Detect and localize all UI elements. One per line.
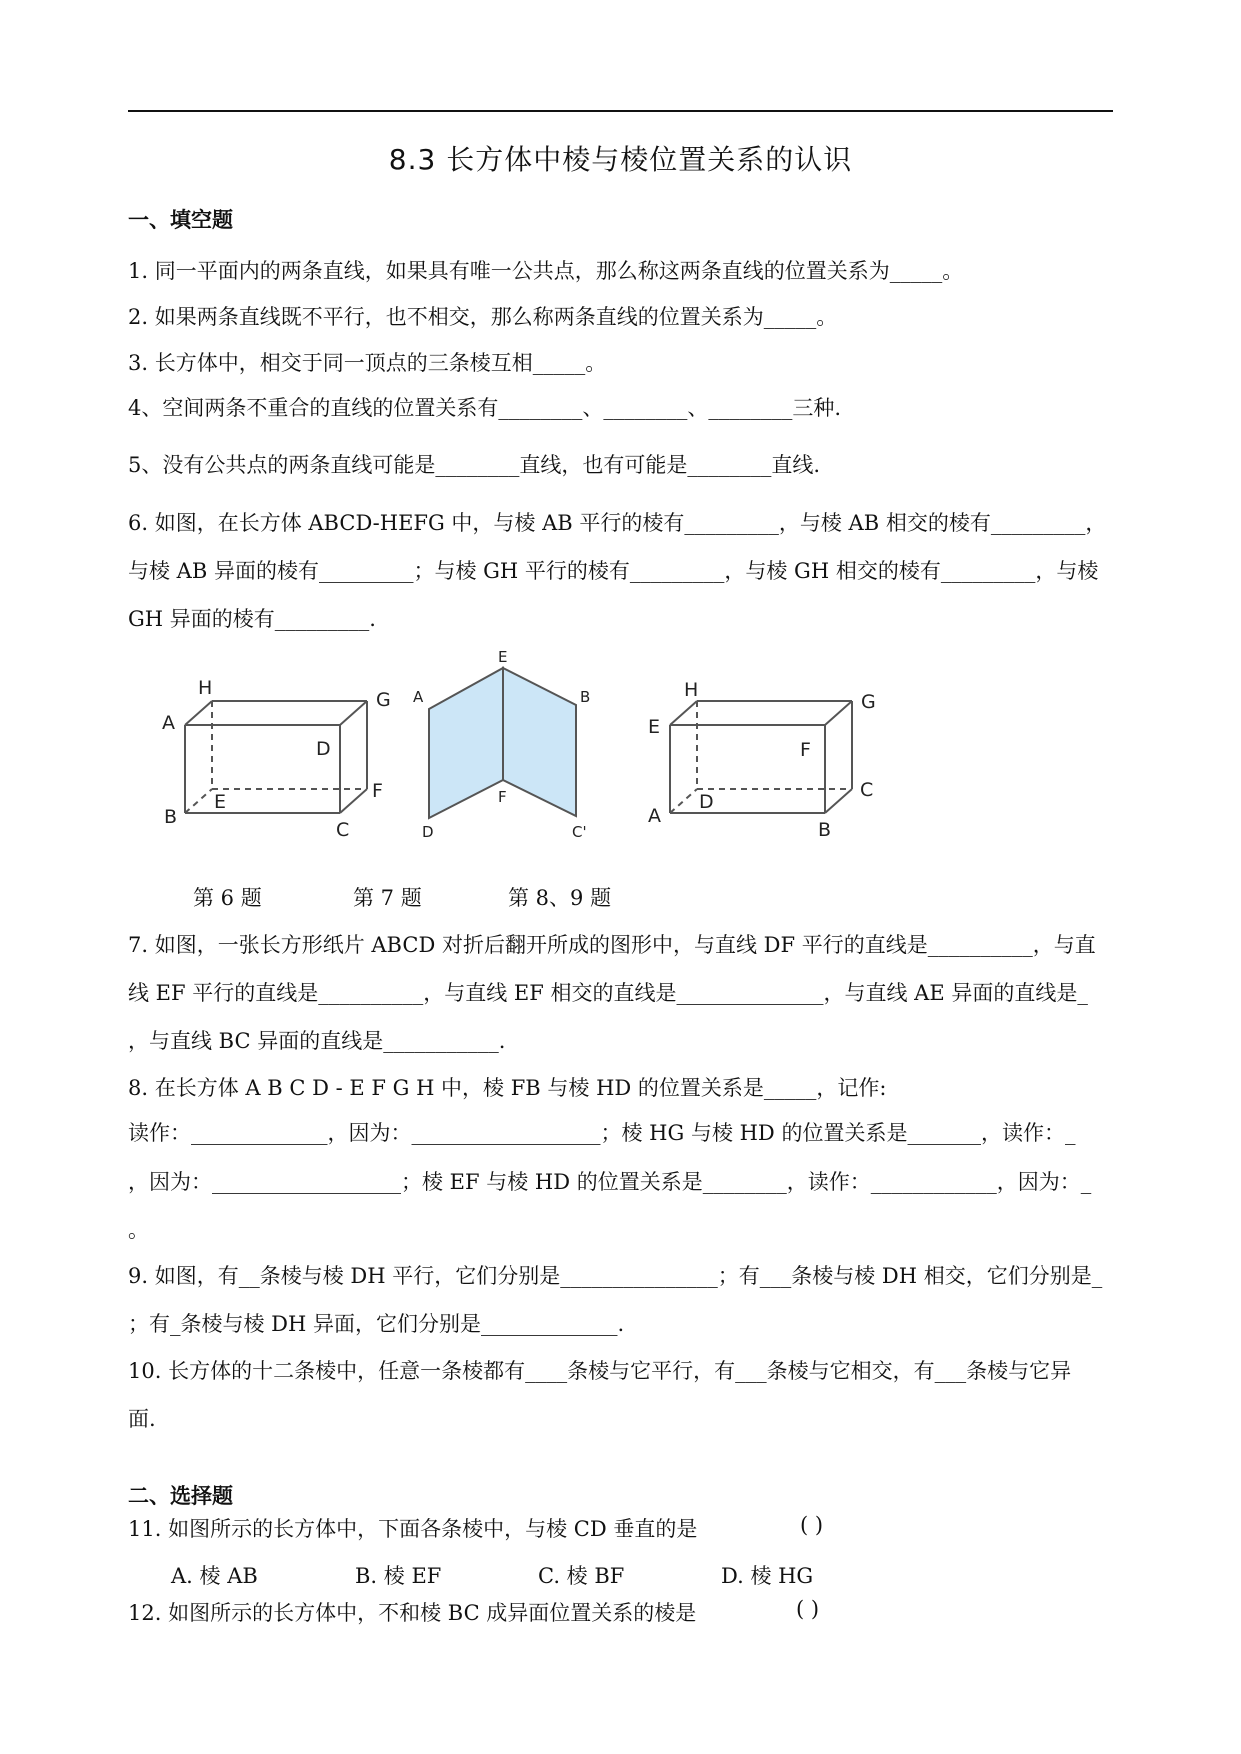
question-line: 3. 长方体中，相交于同一顶点的三条棱互相_____。 (128, 351, 607, 375)
option-c: C. 棱 BF (538, 1564, 625, 1588)
question-line: 7. 如图，一张长方形纸片 ABCD 对折后翻开所成的图形中，与直线 DF 平行的直线是__________，与直 (128, 933, 1096, 957)
question-11: 11. 如图所示的长方体中，下面各条棱中，与棱 CD 垂直的是 (128, 1517, 698, 1541)
question-line: 1. 同一平面内的两条直线，如果具有唯一公共点，那么称这两条直线的位置关系为_____。 (128, 259, 964, 283)
question-line: ，与直线 BC 异面的直线是___________. (128, 1029, 506, 1053)
vertex-label: A (413, 688, 424, 706)
vertex-label: B (580, 688, 591, 706)
question-line: 6. 如图，在长方体 ABCD-HEFG 中，与棱 AB 平行的棱有_________，与棱 AB 相交的棱有_________， (128, 511, 1107, 535)
question-line: 线 EF 平行的直线是__________，与直线 EF 相交的直线是______________，与直线 AE 异面的直线是_ (128, 981, 1088, 1005)
question-line: 与棱 AB 异面的棱有_________；与棱 GH 平行的棱有_________，与棱 GH 相交的棱有_________，与棱 (128, 559, 1099, 583)
vertex-label: F (800, 739, 811, 761)
vertex-label: D (699, 791, 714, 813)
vertex-label: C (860, 779, 874, 801)
figure-6-cuboid (150, 665, 400, 845)
figure-caption: 第 7 题 (353, 886, 422, 910)
question-line: GH 异面的棱有_________. (128, 607, 376, 631)
vertex-label: B (164, 806, 178, 828)
question-line: 读作：_____________，因为：__________________；棱 HG 与棱 HD 的位置关系是_______，读作：_ (128, 1121, 1076, 1145)
option-a: A. 棱 AB (171, 1564, 258, 1588)
question-line: 8. 在长方体 A B C D - E F G H 中，棱 FB 与棱 HD 的位置关系是_____，记作: (128, 1076, 887, 1100)
vertex-label: A (648, 805, 661, 827)
vertex-label: E (214, 791, 227, 813)
question-line: 4、空间两条不重合的直线的位置关系有________、________、________三种. (128, 396, 842, 420)
question-12: 12. 如图所示的长方体中，不和棱 BC 成异面位置关系的棱是 (128, 1601, 697, 1625)
option-d: D. 棱 HG (721, 1564, 814, 1588)
figure-7-folded-paper (400, 645, 600, 845)
vertex-label: H (198, 677, 213, 699)
answer-parentheses: ( ) (796, 1597, 820, 1621)
figure-caption: 第 6 题 (193, 886, 262, 910)
vertex-label: C (336, 819, 350, 841)
vertex-label: F (498, 788, 507, 806)
vertex-label: G (376, 689, 391, 711)
vertex-label: F (372, 780, 383, 802)
figure-8-9-cuboid (640, 665, 890, 845)
question-line: 9. 如图，有__条棱与棱 DH 平行，它们分别是_______________；有___条棱与棱 DH 相交，它们分别是_ (128, 1264, 1103, 1288)
vertex-label: C' (572, 823, 587, 841)
question-line: ，因为：__________________；棱 EF 与棱 HD 的位置关系是________，读作：____________，因为：_ (128, 1170, 1092, 1194)
vertex-label: B (818, 819, 832, 841)
section-multiple-choice: 二、选择题 (128, 1484, 233, 1508)
vertex-label: D (422, 823, 434, 841)
vertex-label: G (861, 691, 876, 713)
question-line: 5、没有公共点的两条直线可能是________直线，也有可能是________直线. (128, 453, 821, 477)
section-fill-blank: 一、填空题 (128, 208, 233, 232)
question-line: 。 (128, 1218, 149, 1242)
vertex-label: E (648, 716, 661, 738)
question-line: ；有_条棱与棱 DH 异面，它们分别是_____________. (128, 1312, 625, 1336)
vertex-label: E (498, 648, 508, 666)
question-line: 面. (128, 1407, 156, 1431)
question-line: 10. 长方体的十二条棱中，任意一条棱都有____条棱与它平行，有___条棱与它相交，有___条棱与它异 (128, 1359, 1072, 1383)
option-b: B. 棱 EF (355, 1564, 442, 1588)
vertex-label: D (316, 738, 331, 760)
page-title: 8.3 长方体中棱与棱位置关系的认识 (388, 143, 853, 176)
vertex-label: A (162, 712, 175, 734)
figure-caption: 第 8、9 题 (508, 886, 612, 910)
answer-parentheses: ( ) (800, 1513, 824, 1537)
question-line: 2. 如果两条直线既不平行，也不相交，那么称两条直线的位置关系为_____。 (128, 305, 838, 329)
top-rule (128, 110, 1113, 112)
vertex-label: H (684, 679, 699, 701)
